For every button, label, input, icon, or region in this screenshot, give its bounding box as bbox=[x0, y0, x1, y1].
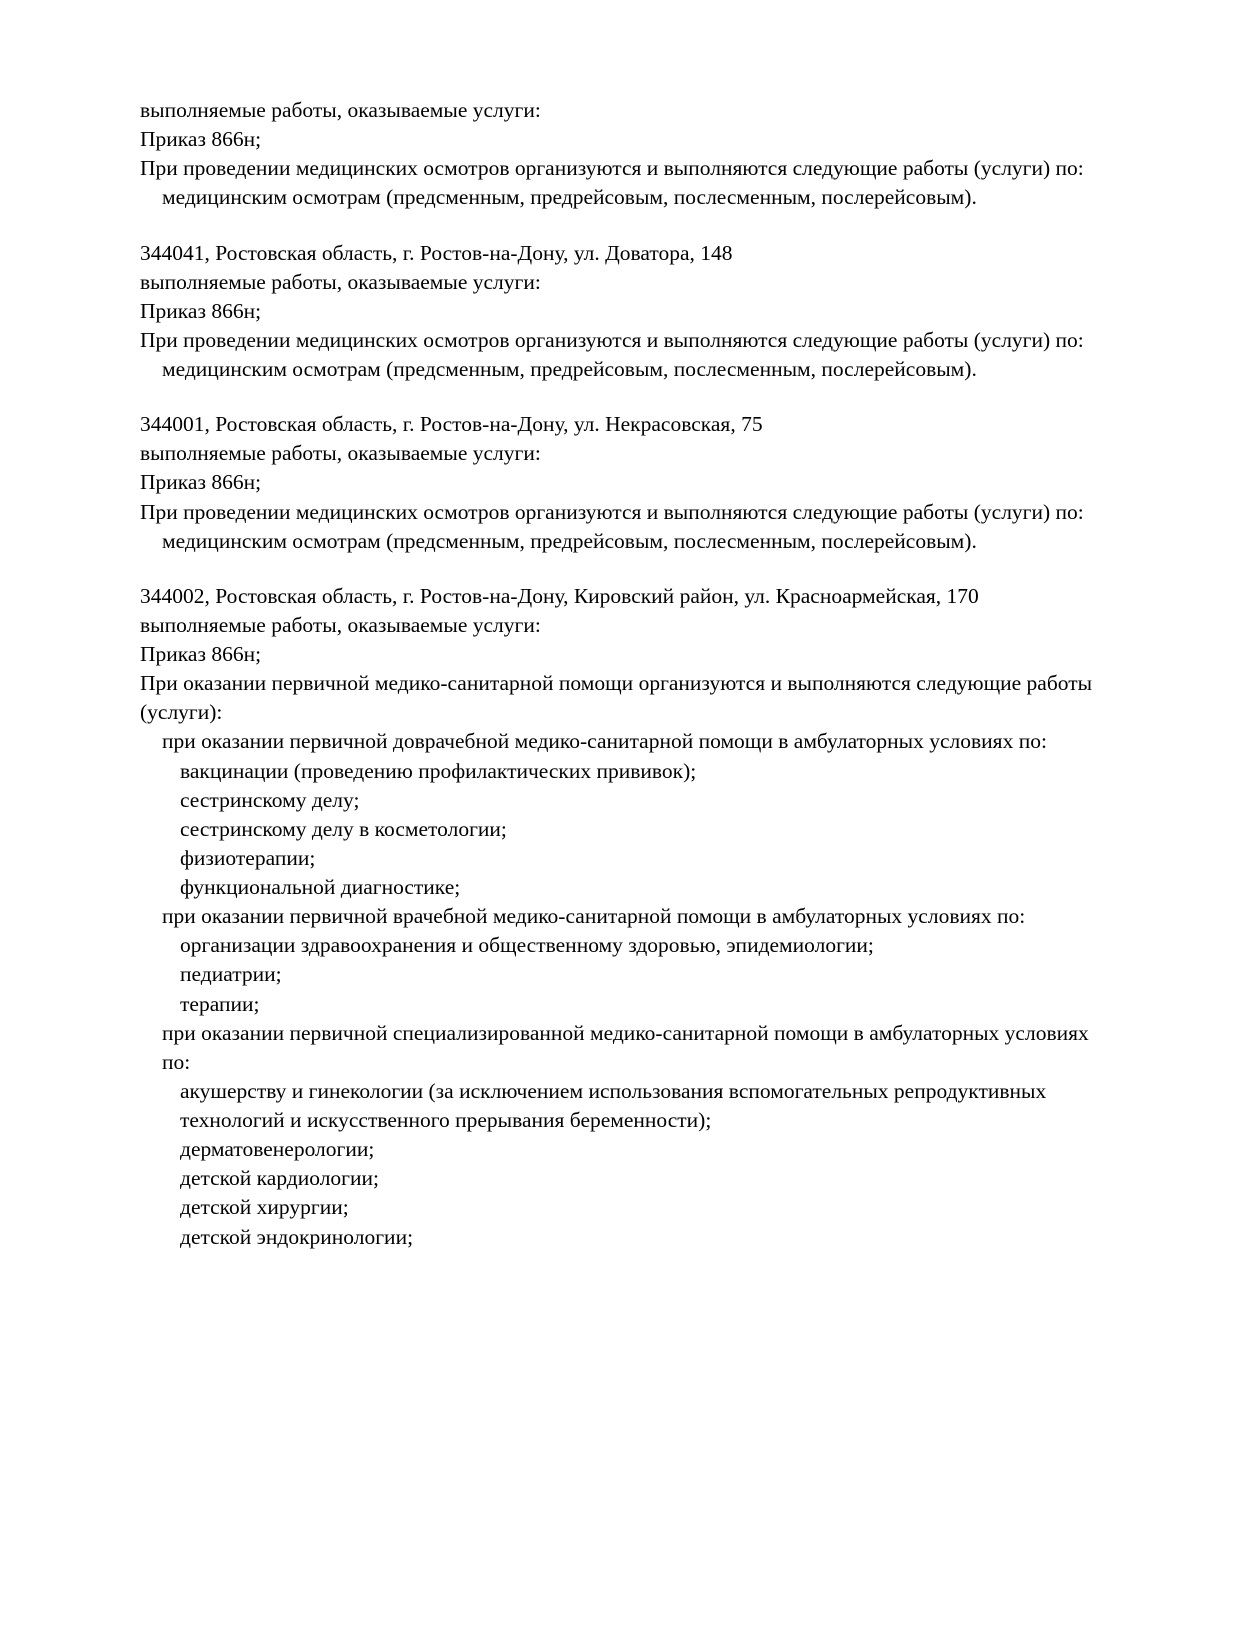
document-line: Приказ 866н; bbox=[140, 127, 262, 152]
document-paragraph bbox=[140, 96, 1112, 213]
document-line: терапии; bbox=[180, 991, 260, 1016]
paragraph-spacer bbox=[140, 384, 1112, 410]
document-line: 344041, Ростовская область, г. Ростов-на-Дону, ул. Доватора, 148 bbox=[140, 240, 733, 265]
document-line: детской эндокринологии; bbox=[180, 1224, 414, 1249]
document-line: детской кардиологии; bbox=[180, 1166, 379, 1191]
document-line: выполняемые работы, оказываемые услуги: bbox=[140, 441, 541, 466]
document-line: медицинским осмотрам (предсменным, предрейсовым, послесменным, послерейсовым). bbox=[162, 185, 977, 210]
document-line: Приказ 866н; bbox=[140, 642, 262, 666]
document-paragraph bbox=[140, 239, 1112, 385]
document-paragraph bbox=[140, 582, 1112, 1252]
document-line: вакцинации (проведению профилактических прививок); bbox=[180, 758, 697, 783]
document-line: сестринскому делу; bbox=[180, 787, 360, 812]
document-line: При проведении медицинских осмотров организуются и выполняются следующие работы (услуги) по: bbox=[140, 156, 1084, 181]
document-line: дерматовенерологии; bbox=[180, 1137, 375, 1162]
document-line: при оказании первичной врачебной медико-санитарной помощи в амбулаторных условиях по: bbox=[162, 904, 1026, 929]
document-line: акушерству и гинекологии (за исключением использования вспомогательных репродуктивных технологий и искусственного прерывания беременности); bbox=[180, 1078, 1052, 1132]
paragraph-spacer bbox=[140, 556, 1112, 582]
document-line: При проведении медицинских осмотров организуются и выполняются следующие работы (услуги) по: bbox=[140, 499, 1084, 524]
document-line: детской хирургии; bbox=[180, 1195, 349, 1220]
document-line: медицинским осмотрам (предсменным, предрейсовым, послесменным, послерейсовым). bbox=[162, 357, 977, 381]
document-line: При проведении медицинских осмотров организуются и выполняются следующие работы (услуги) по: bbox=[140, 327, 1084, 352]
document-line: педиатрии; bbox=[180, 962, 282, 987]
document-body bbox=[140, 96, 1112, 1252]
document-line: сестринскому делу в косметологии; bbox=[180, 816, 507, 841]
document-line: организации здравоохранения и общественному здоровью, эпидемиологии; bbox=[180, 933, 874, 958]
document-paragraph bbox=[140, 410, 1112, 556]
document-line: Приказ 866н; bbox=[140, 470, 262, 495]
document-line: Приказ 866н; bbox=[140, 298, 262, 323]
document-line: при оказании первичной доврачебной медико-санитарной помощи в амбулаторных условиях по: bbox=[162, 729, 1047, 754]
paragraph-spacer bbox=[140, 213, 1112, 239]
document-line: 344002, Ростовская область, г. Ростов-на-Дону, Кировский район, ул. Красноармейская, 170 bbox=[140, 583, 979, 608]
document-line: выполняемые работы, оказываемые услуги: bbox=[140, 612, 541, 637]
document-line: при оказании первичной специализированной медико-санитарной помощи в амбулаторных условиях по: bbox=[162, 1020, 1095, 1074]
document-line: физиотерапии; bbox=[180, 845, 316, 870]
document-line: 344001, Ростовская область, г. Ростов-на-Дону, ул. Некрасовская, 75 bbox=[140, 412, 763, 437]
document-line: При оказании первичной медико-санитарной помощи организуются и выполняются следующие работы (услуги): bbox=[140, 671, 1098, 725]
document-line: функциональной диагностике; bbox=[180, 875, 461, 899]
document-line: медицинским осмотрам (предсменным, предрейсовым, послесменным, послерейсовым). bbox=[162, 528, 977, 553]
document-line: выполняемые работы, оказываемые услуги: bbox=[140, 269, 541, 294]
document-line: выполняемые работы, оказываемые услуги: bbox=[140, 98, 541, 122]
